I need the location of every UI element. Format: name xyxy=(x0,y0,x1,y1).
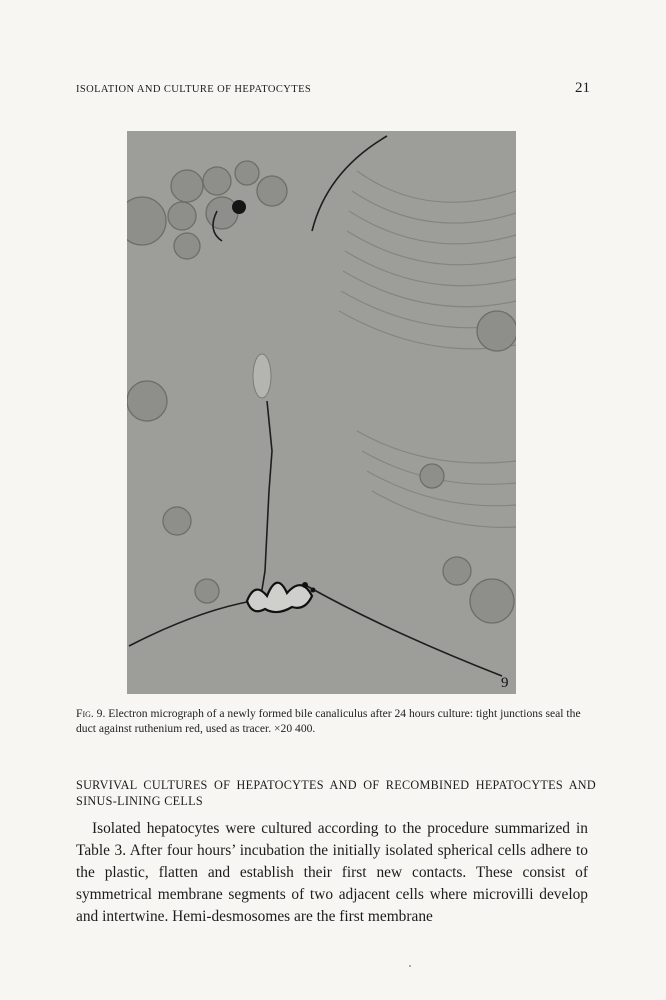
running-head: ISOLATION AND CULTURE OF HEPATOCYTES xyxy=(76,84,312,95)
electron-micrograph xyxy=(127,131,516,694)
micrograph-image xyxy=(127,131,516,694)
caption-text: Electron micrograph of a newly formed bile canaliculus after 24 hours culture: tight junctions seal the duct against ruthenium red, used as tracer. ×20 400. xyxy=(76,707,581,735)
figure-caption xyxy=(76,706,596,736)
body-text xyxy=(76,818,588,928)
page-number: 21 xyxy=(575,80,590,96)
figure-panel-label: 9 xyxy=(501,675,509,691)
stray-mark xyxy=(409,965,411,967)
caption-label: Fig. 9. xyxy=(76,707,106,720)
section-heading: SURVIVAL CULTURES OF HEPATOCYTES AND OF RECOMBINED HEPATOCYTES AND SINUS-LINING CELLS xyxy=(76,778,596,808)
body-paragraph: Isolated hepatocytes were cultured according to the procedure summarized in Table 3. After four hours’ incubation the initially isolated spherical cells adhere to the plastic, flatten and establish their first new contacts. These consist of symmetrical membrane segments of two adjacent cells where microvilli develop and intertwine. Hemi-desmosomes are the first membrane xyxy=(76,820,588,925)
